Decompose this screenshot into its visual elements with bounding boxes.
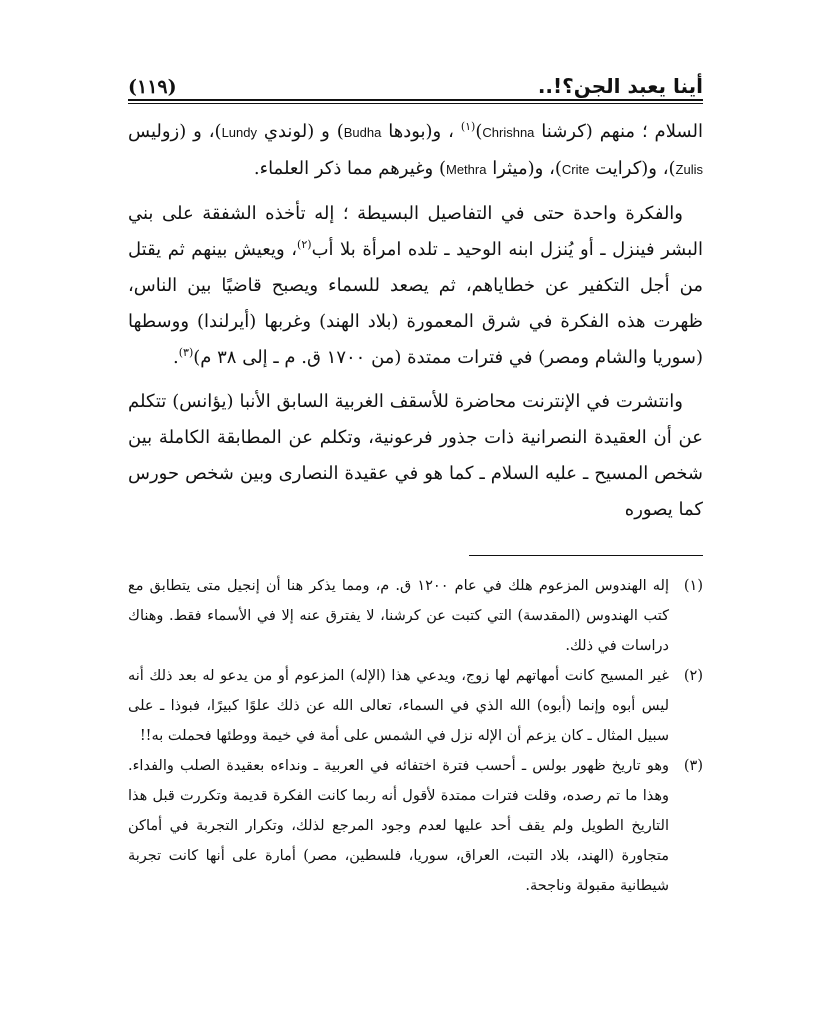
main-text xyxy=(128,114,703,536)
footnote-ref-1[interactable]: (١) xyxy=(460,120,476,133)
footnote-number: (١) xyxy=(683,578,703,594)
paragraph-1 xyxy=(128,114,703,188)
footnote-1 xyxy=(128,571,703,661)
footnote-text: غير المسيح كانت أمهاتهم لها زوج، ويدعي هذا (الإله) المزعوم أو من يدعو له بعد ذلك أنه ليس أبوه وإنما (أبوه) الله الذي في السماء، تعالى الله عن ذلك علوًا كبيرًا، فبوذا ـ على سبيل المثال ـ كان يزعم أن الإله نزل في الشمس على أمة في خيمة ووطئها فحملت به!! xyxy=(128,668,669,744)
footnote-2 xyxy=(128,661,703,751)
header-rule xyxy=(128,99,703,104)
running-title: أينا يعبد الجن؟!.. xyxy=(537,74,703,98)
latin-term: Budha xyxy=(343,125,382,140)
text-run: )، و (زوليس xyxy=(128,121,222,142)
latin-term: Lundy xyxy=(221,125,257,140)
text-run: ) xyxy=(475,121,483,142)
footnote-3 xyxy=(128,751,703,901)
paragraph-2 xyxy=(128,196,703,376)
text-run: . xyxy=(172,347,179,368)
text-run: السلام ؛ منهم (كرشنا xyxy=(534,121,703,142)
text-run: ) و (لوندي xyxy=(257,121,344,142)
footnote-text: وهو تاريخ ظهور بولس ـ أحسب فترة اختفائه في العربية ـ ونداءه بعقيدة الصلب والفداء. وهذا ما تم رصده، وقلت فترات ممتدة لأقول أنه ربما كانت الفكرة قديمة وتكررت قبل هذا التاريخ الطويل ولم يقف أحد عليها لعدم وجود المرجع لذلك، وتكرار التجربة في أماكن متجاورة (الهند، بلاد التبت، العراق، سوريا، فلسطين، مصر) أمارة على أنها كانت تجربة شيطانية مقبولة وناجحة. xyxy=(128,758,669,894)
text-run: والفكرة واحدة حتى في التفاصيل البسيطة ؛ إله تأخذه الشفقة على بني البشر فينزل ـ أو يُنزل ابنه الوحيد ـ تلده امرأة بلا أب xyxy=(128,203,703,260)
latin-term: Methra xyxy=(446,162,487,177)
text-run: ، ويعيش بينهم ثم يقتل من أجل التكفير عن خطاياهم، ثم يصعد للسماء ويصبح قاضيًا بين الناس، ظهرت هذه الفكرة في شرق المعمورة (بلاد الهند) وغربها (أيرلندا) ووسطها (سوريا والشام ومصر) في فترات ممتدة (من ١٧٠٠ ق. م ـ إلى ٣٨ م) xyxy=(128,239,703,368)
footnote-number: (٢) xyxy=(683,668,703,684)
latin-term: Chrishna xyxy=(482,125,535,140)
footnote-ref-2[interactable]: (٢) xyxy=(297,238,312,251)
text-run: ) وغيرهم مما ذكر العلماء. xyxy=(253,158,446,179)
text-run: )، و(ميثرا xyxy=(486,158,562,179)
latin-term: Crite xyxy=(561,162,590,177)
footnote-text: إله الهندوس المزعوم هلك في عام ١٢٠٠ ق. م، ومما يذكر هنا أن إنجيل متى يتطابق مع كتب الهندوس (المقدسة) التي كتبت عن كرشنا، لا يفترق عنه إلا في الأسماء فقط. وهناك دراسات في ذلك. xyxy=(128,578,669,654)
page-header xyxy=(128,64,703,98)
latin-term: Zulis xyxy=(675,162,703,177)
text-run: ، و(بودها xyxy=(381,121,461,142)
footnote-number: (٣) xyxy=(683,758,703,774)
page-number: (١١٩) xyxy=(128,76,177,98)
footnotes xyxy=(128,571,703,901)
text-run: )، و(كرايت xyxy=(589,158,676,179)
footnote-ref-3[interactable]: (٣) xyxy=(178,346,194,359)
paragraph-3: وانتشرت في الإنترنت محاضرة للأسقف الغربية السابق الأنبا (يؤانس) تتكلم عن أن العقيدة النصرانية ذات جذور فرعونية، وتكلم عن المطابقة الكاملة بين شخص المسيح ـ عليه السلام ـ كما هو في عقيدة النصارى وبين شخص حورس كما يصوره xyxy=(128,391,703,520)
footnote-separator xyxy=(469,555,703,556)
